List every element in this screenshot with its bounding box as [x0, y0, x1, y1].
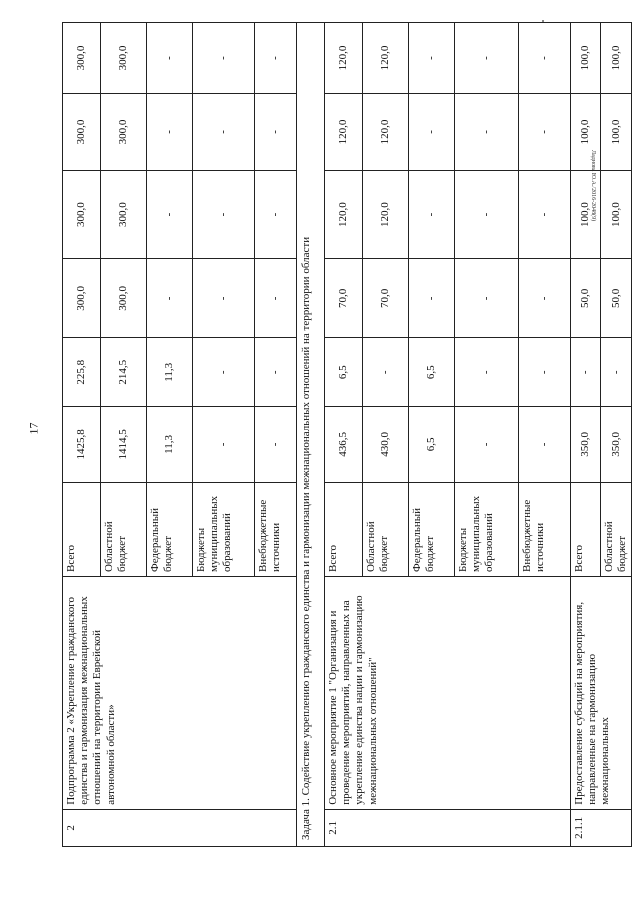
- amount-cell: 100,0: [601, 23, 632, 94]
- amount-cell: -: [455, 94, 519, 171]
- amount-cell: 350,0: [601, 407, 632, 483]
- amount-cell: 300,0: [63, 23, 101, 94]
- amount-cell: -: [455, 23, 519, 94]
- task-row: [297, 23, 325, 847]
- amount-cell: 11,3: [147, 407, 193, 483]
- amount-cell: -: [193, 23, 255, 94]
- amount-cell: 6,5: [409, 407, 455, 483]
- amount-cell: -: [519, 407, 571, 483]
- amount-cell: 50,0: [601, 259, 632, 338]
- amount-cell: -: [455, 407, 519, 483]
- row-number: 2.1.1: [571, 809, 632, 846]
- amount-cell: -: [193, 338, 255, 407]
- amount-cell: -: [255, 407, 297, 483]
- budget-table: [62, 22, 632, 847]
- amount-cell: 120,0: [363, 94, 409, 171]
- amount-cell: 120,0: [325, 94, 363, 171]
- amount-cell: -: [147, 23, 193, 94]
- amount-cell: 300,0: [101, 259, 147, 338]
- amount-cell: 100,0: [601, 170, 632, 258]
- amount-cell: -: [519, 170, 571, 258]
- amount-cell: 100,0: [571, 170, 601, 258]
- funding-source: Внебюджетные источники: [519, 482, 571, 576]
- program-name: Предоставление субсидий на мероприятия, направленные на гармонизацию межнациональных: [571, 577, 632, 810]
- amount-cell: -: [571, 338, 601, 407]
- document-code: Ладнова Ю.А./2016-2048(9): [590, 150, 596, 222]
- amount-cell: 120,0: [363, 170, 409, 258]
- amount-cell: 300,0: [101, 94, 147, 171]
- amount-cell: -: [601, 338, 632, 407]
- amount-cell: -: [455, 338, 519, 407]
- amount-cell: 1414,5: [101, 407, 147, 483]
- amount-cell: 11,3: [147, 338, 193, 407]
- funding-source: Областной бюджет: [101, 482, 147, 576]
- amount-cell: 1425,8: [63, 407, 101, 483]
- amount-cell: 50,0: [571, 259, 601, 338]
- funding-source: Областной бюджет: [363, 482, 409, 576]
- amount-cell: -: [193, 170, 255, 258]
- table-row: [325, 23, 363, 847]
- amount-cell: -: [519, 259, 571, 338]
- funding-source: Федеральный бюджет: [409, 482, 455, 576]
- task-heading: Задача 1. Содействие укреплению гражданского единства и гармонизации межнациональных отношений на территории области: [297, 23, 325, 847]
- funding-source: Областной бюджет: [601, 482, 632, 576]
- amount-cell: -: [147, 94, 193, 171]
- amount-cell: -: [519, 338, 571, 407]
- amount-cell: 100,0: [571, 94, 601, 171]
- amount-cell: 300,0: [63, 94, 101, 171]
- program-name: Подпрограмма 2 «Укрепление гражданского единства и гармонизация межнациональных отношений на территории Еврейской автономной области»: [63, 577, 297, 810]
- amount-cell: -: [193, 259, 255, 338]
- amount-cell: 6,5: [325, 338, 363, 407]
- amount-cell: -: [193, 407, 255, 483]
- funding-source: Всего: [571, 482, 601, 576]
- amount-cell: -: [409, 94, 455, 171]
- row-number: 2.1: [325, 809, 571, 846]
- amount-cell: 300,0: [63, 259, 101, 338]
- amount-cell: -: [455, 170, 519, 258]
- amount-cell: -: [255, 259, 297, 338]
- funding-source: Всего: [63, 482, 101, 576]
- table-row: [571, 23, 601, 847]
- amount-cell: 300,0: [101, 23, 147, 94]
- funding-source: Бюджеты муниципальных образований: [455, 482, 519, 576]
- amount-cell: 120,0: [325, 23, 363, 94]
- funding-source: Бюджеты муниципальных образований: [193, 482, 255, 576]
- amount-cell: -: [255, 94, 297, 171]
- amount-cell: -: [147, 259, 193, 338]
- amount-cell: 300,0: [63, 170, 101, 258]
- amount-cell: -: [193, 94, 255, 171]
- amount-cell: 100,0: [601, 94, 632, 171]
- funding-source: Внебюджетные источники: [255, 482, 297, 576]
- amount-cell: -: [409, 259, 455, 338]
- amount-cell: -: [255, 23, 297, 94]
- amount-cell: 214,5: [101, 338, 147, 407]
- funding-source: Всего: [325, 482, 363, 576]
- table-row: [63, 23, 101, 847]
- amount-cell: 120,0: [325, 170, 363, 258]
- funding-source: Федеральный бюджет: [147, 482, 193, 576]
- amount-cell: -: [363, 338, 409, 407]
- amount-cell: 300,0: [101, 170, 147, 258]
- amount-cell: 120,0: [363, 23, 409, 94]
- amount-cell: -: [455, 259, 519, 338]
- amount-cell: -: [409, 170, 455, 258]
- amount-cell: -: [255, 170, 297, 258]
- amount-cell: 6,5: [409, 338, 455, 407]
- amount-cell: 430,0: [363, 407, 409, 483]
- amount-cell: -: [519, 94, 571, 171]
- amount-cell: -: [255, 338, 297, 407]
- amount-cell: 350,0: [571, 407, 601, 483]
- row-number: 2: [63, 809, 297, 846]
- amount-cell: 70,0: [325, 259, 363, 338]
- program-name: Основное мероприятие 1 "Организация и проведение мероприятий, направленных на укрепление единства нации и гармонизацию межнациональных отношений": [325, 577, 571, 810]
- amount-cell: 70,0: [363, 259, 409, 338]
- amount-cell: -: [147, 170, 193, 258]
- amount-cell: 100,0: [571, 23, 601, 94]
- amount-cell: -: [409, 23, 455, 94]
- page-number: 17: [26, 422, 41, 435]
- amount-cell: 225,8: [63, 338, 101, 407]
- amount-cell: 436,5: [325, 407, 363, 483]
- amount-cell: -: [519, 23, 571, 94]
